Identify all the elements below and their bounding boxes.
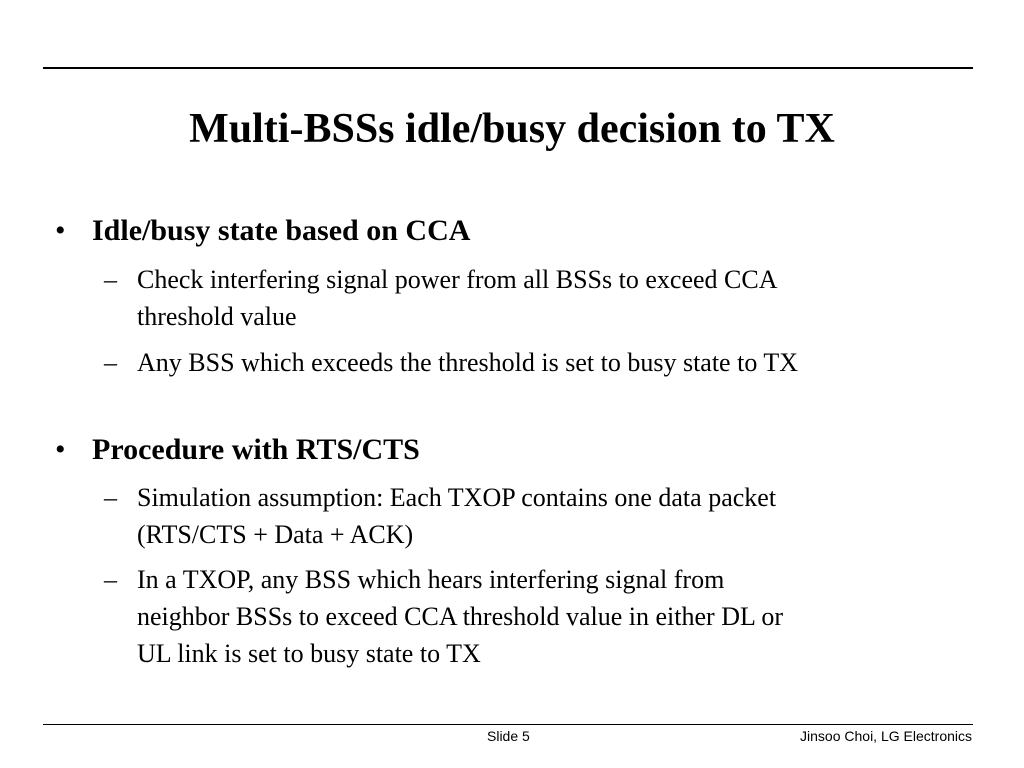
sub-bullet-line: Simulation assumption: Each TXOP contains one data packet	[137, 483, 777, 512]
sub-bullet-line: Check interfering signal power from all BSSs to exceed CCA	[137, 265, 778, 294]
slide-number: Slide 5	[487, 728, 530, 744]
sub-bullet-text	[137, 344, 957, 381]
sub-bullet-line: In a TXOP, any BSS which hears interfering signal from	[137, 565, 725, 594]
dash-icon: –	[104, 565, 117, 594]
sub-bullet-text	[137, 479, 957, 553]
sub-bullet-line: (RTS/CTS + Data + ACK)	[137, 520, 414, 549]
header-divider	[43, 67, 973, 69]
footer-author: Jinsoo Choi, LG Electronics	[800, 728, 972, 744]
dash-icon: –	[104, 265, 117, 294]
sub-bullet-text	[137, 561, 957, 672]
sub-bullet-line: UL link is set to busy state to TX	[137, 639, 481, 668]
dash-icon: –	[104, 348, 117, 377]
sub-bullet-line: threshold value	[137, 302, 297, 331]
section-heading: Idle/busy state based on CCA	[92, 214, 471, 247]
bullet-icon: •	[55, 433, 66, 466]
sub-bullet-line: neighbor BSSs to exceed CCA threshold value in either DL or	[137, 602, 784, 631]
dash-icon: –	[104, 483, 117, 512]
bullet-icon: •	[55, 214, 66, 247]
footer-divider	[43, 724, 973, 725]
section-heading: Procedure with RTS/CTS	[92, 433, 420, 466]
sub-bullet-text	[137, 261, 957, 335]
slide-title: Multi-BSSs idle/busy decision to TX	[189, 106, 835, 152]
sub-bullet-line: Any BSS which exceeds the threshold is set to busy state to TX	[137, 348, 799, 377]
